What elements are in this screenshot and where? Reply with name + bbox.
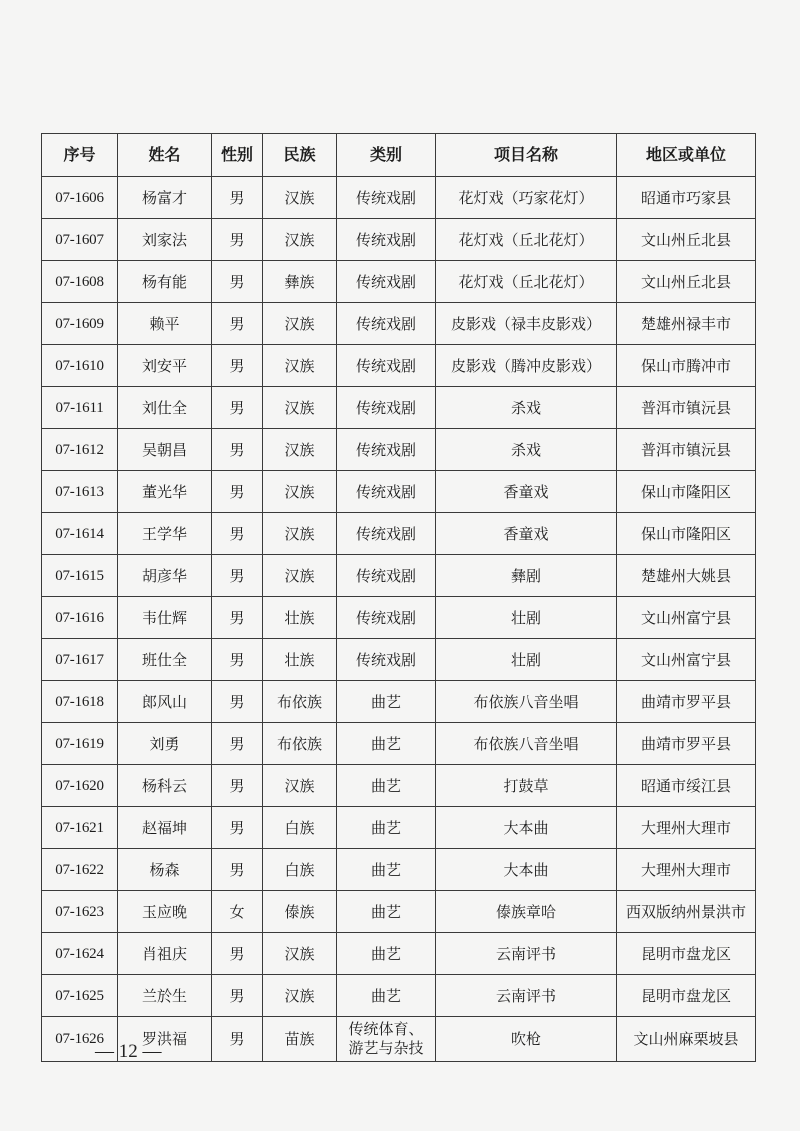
cell-gender: 男 bbox=[212, 555, 263, 597]
cell-serial: 07-1608 bbox=[42, 261, 118, 303]
cell-region: 楚雄州大姚县 bbox=[617, 555, 756, 597]
cell-project: 花灯戏（丘北花灯） bbox=[436, 219, 617, 261]
cell-region: 文山州丘北县 bbox=[617, 219, 756, 261]
page-number: — 12 — bbox=[95, 1041, 162, 1062]
cell-category: 传统戏剧 bbox=[337, 387, 436, 429]
cell-ethnicity: 汉族 bbox=[263, 303, 337, 345]
cell-project: 杀戏 bbox=[436, 387, 617, 429]
cell-serial: 07-1611 bbox=[42, 387, 118, 429]
header-ethnicity: 民族 bbox=[263, 134, 337, 177]
cell-category: 曲艺 bbox=[337, 975, 436, 1017]
cell-project: 香童戏 bbox=[436, 471, 617, 513]
cell-category-line: 传统体育、 bbox=[348, 1020, 424, 1038]
table-row bbox=[42, 429, 756, 471]
header-region: 地区或单位 bbox=[617, 134, 756, 177]
table-row bbox=[42, 387, 756, 429]
cell-gender: 男 bbox=[212, 345, 263, 387]
cell-project: 云南评书 bbox=[436, 933, 617, 975]
cell-gender: 男 bbox=[212, 807, 263, 849]
cell-name: 班仕全 bbox=[118, 639, 212, 681]
cell-serial: 07-1615 bbox=[42, 555, 118, 597]
cell-project: 花灯戏（巧家花灯） bbox=[436, 177, 617, 219]
header-gender: 性别 bbox=[212, 134, 263, 177]
cell-category: 曲艺 bbox=[337, 681, 436, 723]
cell-gender: 男 bbox=[212, 219, 263, 261]
cell-category: 传统戏剧 bbox=[337, 555, 436, 597]
cell-category: 传统戏剧 bbox=[337, 345, 436, 387]
cell-project: 傣族章哈 bbox=[436, 891, 617, 933]
cell-category: 曲艺 bbox=[337, 849, 436, 891]
cell-ethnicity: 壮族 bbox=[263, 597, 337, 639]
cell-category: 曲艺 bbox=[337, 807, 436, 849]
cell-ethnicity: 布依族 bbox=[263, 723, 337, 765]
table-row bbox=[42, 807, 756, 849]
cell-name: 罗洪福 bbox=[118, 1017, 212, 1062]
cell-name: 韦仕辉 bbox=[118, 597, 212, 639]
cell-ethnicity: 汉族 bbox=[263, 387, 337, 429]
cell-gender: 男 bbox=[212, 177, 263, 219]
cell-ethnicity: 汉族 bbox=[263, 429, 337, 471]
table-row bbox=[42, 975, 756, 1017]
table-header-row bbox=[42, 134, 756, 177]
cell-region: 大理州大理市 bbox=[617, 849, 756, 891]
cell-serial: 07-1625 bbox=[42, 975, 118, 1017]
table-row bbox=[42, 723, 756, 765]
cell-project: 打鼓草 bbox=[436, 765, 617, 807]
cell-category: 传统戏剧 bbox=[337, 303, 436, 345]
cell-region: 文山州富宁县 bbox=[617, 639, 756, 681]
cell-ethnicity: 汉族 bbox=[263, 765, 337, 807]
cell-name: 胡彦华 bbox=[118, 555, 212, 597]
header-category: 类别 bbox=[337, 134, 436, 177]
cell-ethnicity: 白族 bbox=[263, 807, 337, 849]
cell-gender: 男 bbox=[212, 387, 263, 429]
table-row bbox=[42, 849, 756, 891]
table-row bbox=[42, 513, 756, 555]
cell-serial: 07-1617 bbox=[42, 639, 118, 681]
cell-gender: 男 bbox=[212, 513, 263, 555]
table-row bbox=[42, 891, 756, 933]
cell-gender: 男 bbox=[212, 471, 263, 513]
cell-name: 刘勇 bbox=[118, 723, 212, 765]
cell-ethnicity: 汉族 bbox=[263, 345, 337, 387]
cell-ethnicity: 苗族 bbox=[263, 1017, 337, 1062]
cell-region: 昭通市巧家县 bbox=[617, 177, 756, 219]
table-row bbox=[42, 933, 756, 975]
cell-category bbox=[337, 1017, 436, 1062]
cell-ethnicity: 白族 bbox=[263, 849, 337, 891]
cell-category: 曲艺 bbox=[337, 891, 436, 933]
cell-serial: 07-1610 bbox=[42, 345, 118, 387]
cell-serial: 07-1626 bbox=[42, 1017, 118, 1062]
cell-region: 西双版纳州景洪市 bbox=[617, 891, 756, 933]
cell-region: 昭通市绥江县 bbox=[617, 765, 756, 807]
cell-region: 昆明市盘龙区 bbox=[617, 933, 756, 975]
cell-name: 董光华 bbox=[118, 471, 212, 513]
cell-name: 肖祖庆 bbox=[118, 933, 212, 975]
cell-category: 曲艺 bbox=[337, 765, 436, 807]
cell-name: 郎风山 bbox=[118, 681, 212, 723]
cell-serial: 07-1620 bbox=[42, 765, 118, 807]
cell-project: 杀戏 bbox=[436, 429, 617, 471]
cell-region: 普洱市镇沅县 bbox=[617, 387, 756, 429]
cell-project: 皮影戏（腾冲皮影戏） bbox=[436, 345, 617, 387]
cell-name: 刘家法 bbox=[118, 219, 212, 261]
cell-serial: 07-1619 bbox=[42, 723, 118, 765]
cell-project: 吹枪 bbox=[436, 1017, 617, 1062]
cell-gender: 男 bbox=[212, 723, 263, 765]
table-row bbox=[42, 681, 756, 723]
cell-name: 杨森 bbox=[118, 849, 212, 891]
cell-ethnicity: 壮族 bbox=[263, 639, 337, 681]
cell-category: 传统戏剧 bbox=[337, 177, 436, 219]
cell-category: 传统戏剧 bbox=[337, 597, 436, 639]
table-row bbox=[42, 639, 756, 681]
cell-name: 赵福坤 bbox=[118, 807, 212, 849]
cell-project: 彝剧 bbox=[436, 555, 617, 597]
cell-region: 大理州大理市 bbox=[617, 807, 756, 849]
cell-serial: 07-1621 bbox=[42, 807, 118, 849]
cell-project: 壮剧 bbox=[436, 639, 617, 681]
cell-region: 文山州麻栗坡县 bbox=[617, 1017, 756, 1062]
cell-region: 曲靖市罗平县 bbox=[617, 681, 756, 723]
cell-serial: 07-1624 bbox=[42, 933, 118, 975]
cell-serial: 07-1612 bbox=[42, 429, 118, 471]
cell-project: 皮影戏（禄丰皮影戏） bbox=[436, 303, 617, 345]
cell-serial: 07-1606 bbox=[42, 177, 118, 219]
cell-project: 布依族八音坐唱 bbox=[436, 681, 617, 723]
cell-category: 传统戏剧 bbox=[337, 261, 436, 303]
cell-ethnicity: 汉族 bbox=[263, 555, 337, 597]
cell-name: 杨科云 bbox=[118, 765, 212, 807]
header-name: 姓名 bbox=[118, 134, 212, 177]
cell-project: 香童戏 bbox=[436, 513, 617, 555]
cell-category-line: 游艺与杂技 bbox=[348, 1039, 424, 1057]
cell-serial: 07-1623 bbox=[42, 891, 118, 933]
cell-ethnicity: 傣族 bbox=[263, 891, 337, 933]
cell-gender: 女 bbox=[212, 891, 263, 933]
cell-gender: 男 bbox=[212, 303, 263, 345]
cell-gender: 男 bbox=[212, 975, 263, 1017]
cell-region: 楚雄州禄丰市 bbox=[617, 303, 756, 345]
cell-project: 布依族八音坐唱 bbox=[436, 723, 617, 765]
table-row bbox=[42, 219, 756, 261]
cell-region: 曲靖市罗平县 bbox=[617, 723, 756, 765]
cell-serial: 07-1609 bbox=[42, 303, 118, 345]
cell-category: 传统戏剧 bbox=[337, 219, 436, 261]
cell-project: 壮剧 bbox=[436, 597, 617, 639]
cell-category: 传统戏剧 bbox=[337, 471, 436, 513]
cell-gender: 男 bbox=[212, 597, 263, 639]
table-row bbox=[42, 177, 756, 219]
table-row bbox=[42, 555, 756, 597]
cell-ethnicity: 汉族 bbox=[263, 471, 337, 513]
cell-name: 杨富才 bbox=[118, 177, 212, 219]
cell-name: 赖平 bbox=[118, 303, 212, 345]
cell-name: 兰於生 bbox=[118, 975, 212, 1017]
cell-gender: 男 bbox=[212, 765, 263, 807]
cell-serial: 07-1614 bbox=[42, 513, 118, 555]
table-row bbox=[42, 345, 756, 387]
cell-gender: 男 bbox=[212, 429, 263, 471]
cell-gender: 男 bbox=[212, 849, 263, 891]
cell-region: 保山市隆阳区 bbox=[617, 471, 756, 513]
table-row bbox=[42, 261, 756, 303]
cell-region: 文山州丘北县 bbox=[617, 261, 756, 303]
cell-gender: 男 bbox=[212, 261, 263, 303]
cell-name: 刘安平 bbox=[118, 345, 212, 387]
cell-project: 大本曲 bbox=[436, 807, 617, 849]
cell-category: 传统戏剧 bbox=[337, 429, 436, 471]
cell-name: 刘仕全 bbox=[118, 387, 212, 429]
table-row bbox=[42, 765, 756, 807]
cell-ethnicity: 彝族 bbox=[263, 261, 337, 303]
cell-ethnicity: 汉族 bbox=[263, 513, 337, 555]
cell-gender: 男 bbox=[212, 681, 263, 723]
cell-name: 王学华 bbox=[118, 513, 212, 555]
table-row bbox=[42, 597, 756, 639]
cell-project: 云南评书 bbox=[436, 975, 617, 1017]
cell-gender: 男 bbox=[212, 1017, 263, 1062]
table-row bbox=[42, 471, 756, 513]
cell-name: 玉应晚 bbox=[118, 891, 212, 933]
cell-serial: 07-1618 bbox=[42, 681, 118, 723]
cell-project: 大本曲 bbox=[436, 849, 617, 891]
cell-ethnicity: 汉族 bbox=[263, 933, 337, 975]
cell-region: 普洱市镇沅县 bbox=[617, 429, 756, 471]
inheritor-table bbox=[41, 133, 756, 1062]
header-project: 项目名称 bbox=[436, 134, 617, 177]
cell-serial: 07-1616 bbox=[42, 597, 118, 639]
cell-region: 昆明市盘龙区 bbox=[617, 975, 756, 1017]
cell-ethnicity: 布依族 bbox=[263, 681, 337, 723]
cell-category: 传统戏剧 bbox=[337, 513, 436, 555]
cell-region: 文山州富宁县 bbox=[617, 597, 756, 639]
cell-ethnicity: 汉族 bbox=[263, 975, 337, 1017]
cell-serial: 07-1622 bbox=[42, 849, 118, 891]
cell-category: 曲艺 bbox=[337, 723, 436, 765]
cell-ethnicity: 汉族 bbox=[263, 219, 337, 261]
cell-ethnicity: 汉族 bbox=[263, 177, 337, 219]
cell-name: 杨有能 bbox=[118, 261, 212, 303]
cell-project: 花灯戏（丘北花灯） bbox=[436, 261, 617, 303]
cell-category: 曲艺 bbox=[337, 933, 436, 975]
cell-region: 保山市隆阳区 bbox=[617, 513, 756, 555]
cell-gender: 男 bbox=[212, 639, 263, 681]
cell-region: 保山市腾冲市 bbox=[617, 345, 756, 387]
cell-serial: 07-1607 bbox=[42, 219, 118, 261]
header-serial: 序号 bbox=[42, 134, 118, 177]
cell-gender: 男 bbox=[212, 933, 263, 975]
cell-serial: 07-1613 bbox=[42, 471, 118, 513]
cell-name: 吴朝昌 bbox=[118, 429, 212, 471]
cell-category: 传统戏剧 bbox=[337, 639, 436, 681]
table-row bbox=[42, 303, 756, 345]
